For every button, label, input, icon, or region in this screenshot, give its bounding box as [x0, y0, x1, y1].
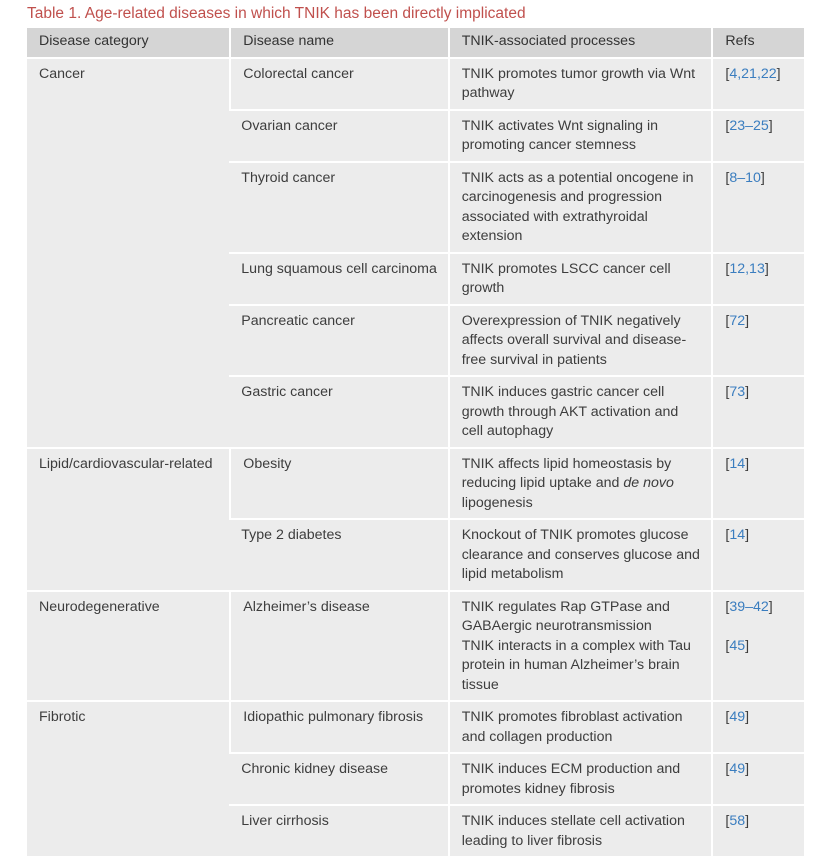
- category-cell: Lipid/cardiovascular-related: [27, 447, 229, 590]
- disease-name: Alzheimer’s disease: [229, 590, 447, 701]
- ref-link[interactable]: 45: [729, 637, 746, 654]
- refs-cell: [49]: [711, 752, 804, 804]
- header-name: Disease name: [229, 28, 447, 57]
- process-cell: Knockout of TNIK promotes glucose clearance and conserves glucose and lipid metabolism: [448, 518, 712, 590]
- table-row: [27, 590, 804, 701]
- header-refs: Refs: [711, 28, 804, 57]
- process-text: TNIK regulates Rap GTPase and GABAergic neurotransmission: [461, 598, 670, 634]
- ref-link[interactable]: 49: [729, 709, 746, 725]
- category-cell: Cancer: [27, 57, 229, 447]
- process-italic: de novo: [623, 475, 674, 491]
- process-text: TNIK interacts in a complex with Tau protein in human Alzheimer’s brain tissue: [461, 637, 691, 693]
- category-cell: Neurodegenerative: [27, 590, 229, 701]
- ref-link[interactable]: 8–10: [729, 169, 761, 186]
- process-cell: TNIK promotes tumor growth via Wnt pathway: [448, 57, 712, 109]
- process-text: lipogenesis: [461, 494, 533, 511]
- disease-name: Pancreatic cancer: [229, 304, 447, 376]
- header-processes: TNIK-associated processes: [448, 28, 712, 57]
- disease-name: Liver cirrhosis: [229, 804, 447, 856]
- disease-name: Type 2 diabetes: [229, 518, 447, 590]
- disease-name: Idiopathic pulmonary fibrosis: [229, 700, 447, 752]
- process-cell: Overexpression of TNIK negatively affects overall survival and disease-free survival in patients: [448, 304, 712, 376]
- ref-link[interactable]: 14: [729, 455, 746, 472]
- process-cell: [448, 447, 712, 519]
- ref-link[interactable]: 39–42: [729, 598, 769, 615]
- process-cell: TNIK induces stellate cell activation leading to liver fibrosis: [448, 804, 712, 856]
- category-cell: Fibrotic: [27, 700, 229, 856]
- refs-cell: [12,13]: [711, 252, 804, 304]
- process-cell: TNIK induces gastric cancer cell growth through AKT activation and cell autophagy: [448, 375, 712, 447]
- disease-name: Chronic kidney disease: [229, 752, 447, 804]
- disease-name: Colorectal cancer: [229, 57, 447, 109]
- refs-cell: [14]: [711, 518, 804, 590]
- disease-name: Thyroid cancer: [229, 161, 447, 252]
- refs-cell: [39–42] [45]: [711, 590, 804, 701]
- refs-cell: [4,21,22]: [711, 57, 804, 109]
- process-cell: TNIK promotes fibroblast activation and collagen production: [448, 700, 712, 752]
- ref-link[interactable]: 14: [729, 527, 746, 543]
- refs-cell: [72]: [711, 304, 804, 376]
- disease-table: [27, 28, 804, 856]
- process-text: TNIK affects lipid homeostasis by reducing lipid uptake and: [461, 455, 672, 491]
- table-row: [27, 447, 804, 519]
- refs-cell: [8–10]: [711, 161, 804, 252]
- ref-link[interactable]: 58: [729, 813, 746, 829]
- process-cell: TNIK promotes LSCC cancer cell growth: [448, 252, 712, 304]
- process-cell: TNIK acts as a potential oncogene in carcinogenesis and progression associated with extrathyroidal extension: [448, 161, 712, 252]
- ref-link[interactable]: 49: [729, 761, 746, 777]
- disease-name: Gastric cancer: [229, 375, 447, 447]
- process-cell: [448, 590, 712, 701]
- disease-name: Lung squamous cell carcinoma: [229, 252, 447, 304]
- table-row: [27, 57, 804, 109]
- disease-name: Ovarian cancer: [229, 109, 447, 161]
- refs-cell: [73]: [711, 375, 804, 447]
- ref-link[interactable]: 4,21,22: [729, 65, 777, 82]
- refs-cell: [58]: [711, 804, 804, 856]
- process-cell: TNIK activates Wnt signaling in promoting cancer stemness: [448, 109, 712, 161]
- process-cell: TNIK induces ECM production and promotes kidney fibrosis: [448, 752, 712, 804]
- table-caption: Table 1. Age-related diseases in which TNIK has been directly implicated: [27, 5, 526, 22]
- ref-link[interactable]: 73: [729, 384, 746, 400]
- ref-link[interactable]: 23–25: [729, 117, 769, 134]
- disease-name: Obesity: [229, 447, 447, 519]
- header-row: [27, 28, 804, 57]
- ref-link[interactable]: 12,13: [729, 260, 765, 277]
- refs-cell: [14]: [711, 447, 804, 519]
- header-category: Disease category: [27, 28, 229, 57]
- table-row: [27, 700, 804, 752]
- ref-link[interactable]: 72: [729, 312, 746, 329]
- refs-cell: [49]: [711, 700, 804, 752]
- refs-cell: [23–25]: [711, 109, 804, 161]
